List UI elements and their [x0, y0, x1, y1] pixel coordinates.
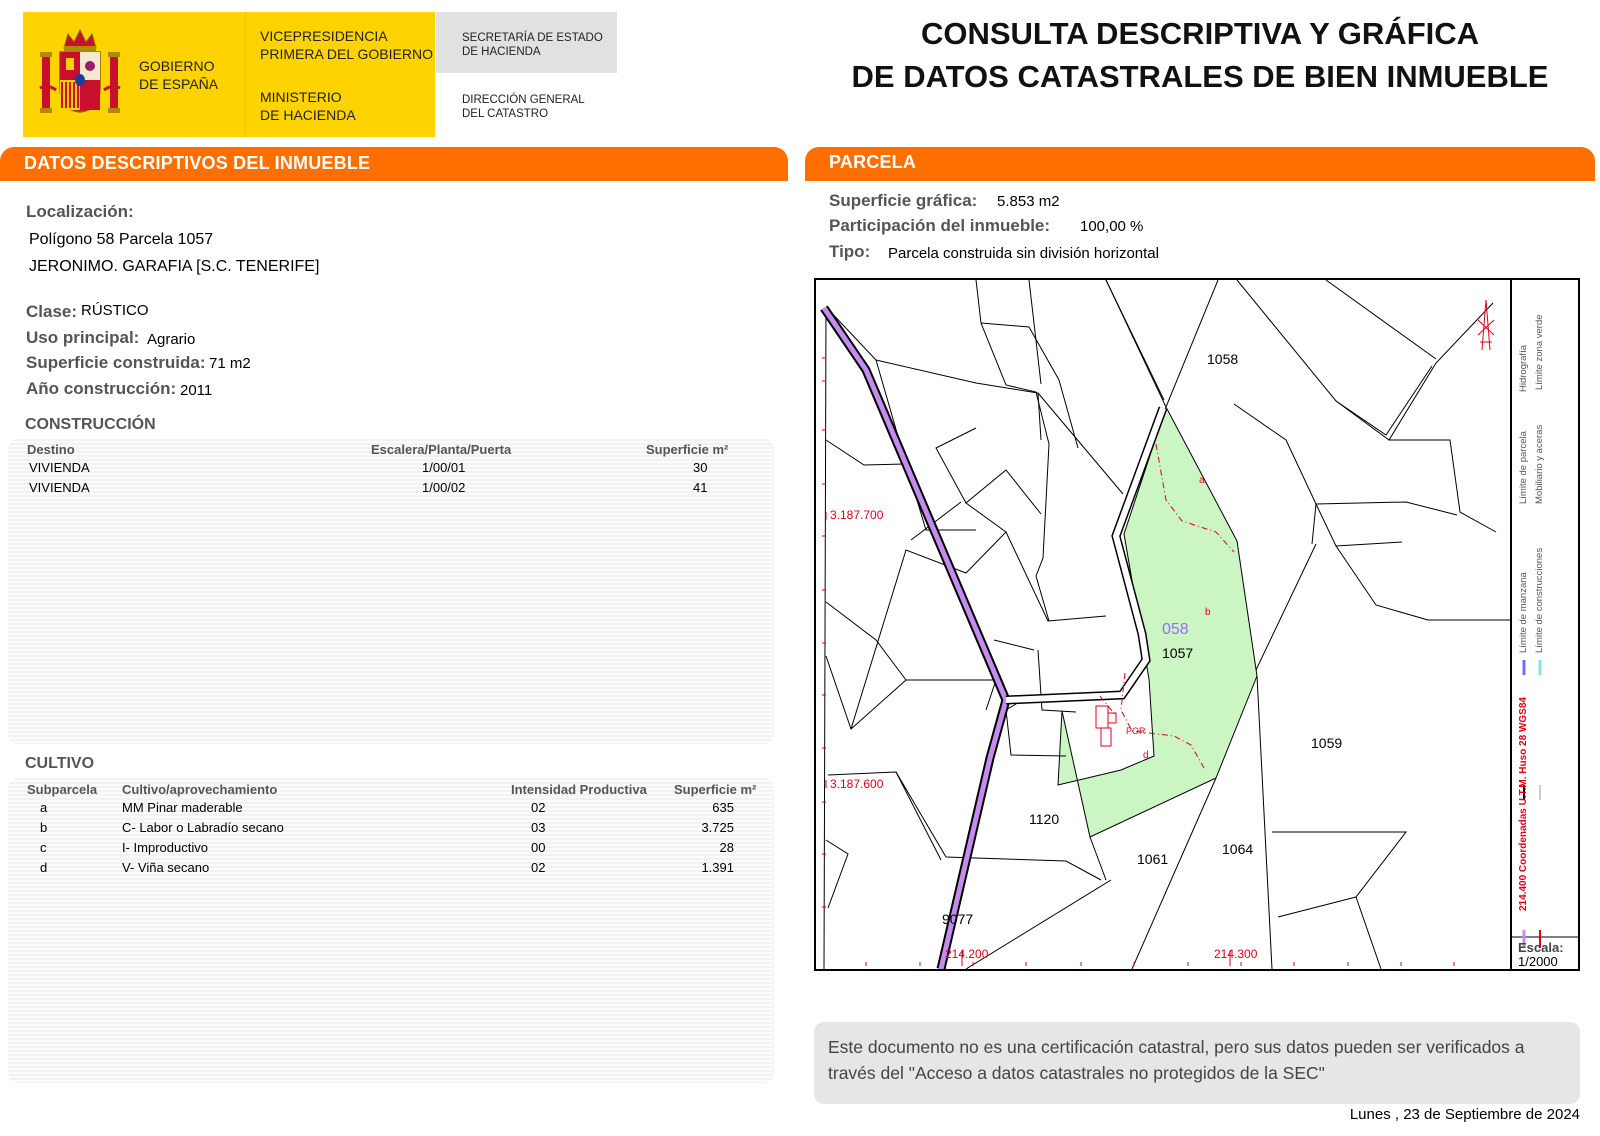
cultivo-row1-cultivo: MM Pinar maderable	[122, 800, 243, 815]
cultivo-row4-cultivo: V- Viña secano	[122, 860, 210, 875]
superficie-grafica-label: Superficie gráfica:	[829, 191, 978, 210]
superficie-construida-label: Superficie construida:	[26, 353, 206, 372]
coord-label-x1: 214.200	[945, 947, 989, 961]
parcel-label-1057: 1057	[1162, 645, 1194, 661]
grid-ticks	[822, 358, 1454, 966]
anio-label: Año construcción:	[26, 379, 177, 398]
tipo-value: Parcela construida sin división horizontal	[888, 245, 1159, 262]
cultivo-header-intensidad: Intensidad Productiva	[511, 782, 647, 797]
vicepresidencia-line1: VICEPRESIDENCIA	[260, 28, 388, 44]
coat-of-arms-icon	[38, 26, 128, 118]
superficie-construida-value: 71 m2	[209, 355, 251, 372]
subparcel-label-b: b	[1205, 607, 1211, 618]
parcel-label-1061: 1061	[1137, 851, 1169, 867]
secretaria-line1: SECRETARÍA DE ESTADO	[462, 32, 603, 44]
parcel-label-1059: 1059	[1311, 735, 1343, 751]
subparcel-label-a: a	[1199, 475, 1205, 486]
datos-section-title: DATOS DESCRIPTIVOS DEL INMUEBLE	[24, 153, 371, 173]
coord-label-y1: 3.187.700	[830, 508, 884, 522]
datos-section-bar	[0, 147, 788, 181]
cultivo-header-cultivo: Cultivo/aprovechamiento	[122, 782, 278, 797]
construction-label-por: POR	[1126, 726, 1146, 736]
construccion-row1-escalera: 1/00/01	[422, 460, 466, 475]
escala-label: Escala:	[1518, 940, 1564, 955]
parcela-section-title: PARCELA	[829, 152, 917, 172]
legend-mobiliario: Mobiliario y aceras	[1534, 424, 1545, 504]
uso-label: Uso principal:	[26, 328, 140, 347]
construccion-header-destino: Destino	[27, 442, 75, 457]
subparcel-label-d: d	[1143, 750, 1149, 761]
clase-label: Clase:	[26, 302, 78, 321]
vicepresidencia-line2: PRIMERA DEL GOBIERNO	[260, 46, 433, 62]
escala-value: 1/2000	[1518, 954, 1558, 969]
parcel-label-1064: 1064	[1222, 841, 1254, 857]
cultivo-title: CULTIVO	[25, 755, 95, 772]
poligono-label-058: 058	[1162, 621, 1189, 638]
cultivo-row3-intensidad: 00	[531, 840, 546, 855]
construccion-header-escalera: Escalera/Planta/Puerta	[371, 442, 512, 457]
construccion-row1-destino: VIVIENDA	[29, 460, 90, 475]
parcela-section-bar	[805, 147, 1595, 181]
cultivo-row4-superficie: 1.391	[701, 860, 734, 875]
legend-parcela: Límite de parcela	[1518, 431, 1529, 504]
disclaimer-text: Este documento no es una certificación catastral, pero sus datos pueden ser verificados a través del "Acceso a datos catastrales no protegidos de la SEC"	[828, 1037, 1525, 1083]
direccion-line1: DIRECCIÓN GENERAL	[462, 94, 585, 106]
cultivo-row2-cultivo: C- Labor o Labradío secano	[122, 820, 284, 835]
construccion-header-superficie: Superficie m²	[646, 442, 729, 457]
localizacion-label: Localización:	[26, 202, 134, 221]
cultivo-row4-intensidad: 02	[531, 860, 546, 875]
parcel-label-1120: 1120	[1029, 811, 1060, 827]
construccion-table	[8, 439, 774, 744]
construccion-row1-superficie: 30	[693, 460, 708, 475]
clase-value: RÚSTICO	[81, 302, 149, 319]
gobierno-line2: DE ESPAÑA	[139, 76, 219, 92]
parcel-label-1058: 1058	[1207, 351, 1239, 367]
cultivo-header-superficie: Superficie m²	[674, 782, 757, 797]
ministerio-line1: MINISTERIO	[260, 89, 342, 105]
tipo-label: Tipo:	[829, 242, 871, 261]
participacion-label: Participación del inmueble:	[829, 216, 1051, 235]
legend-manzana: Límite de manzana	[1518, 572, 1529, 653]
page-title-line1: CONSULTA DESCRIPTIVA Y GRÁFICA	[920, 16, 1480, 51]
cultivo-header-subparcela: Subparcela	[27, 782, 98, 797]
construccion-row2-superficie: 41	[693, 480, 708, 495]
construction-outline	[1096, 706, 1116, 746]
disclaimer-box	[814, 1022, 1580, 1104]
logo-divider	[245, 12, 246, 137]
ministerio-line2: DE HACIENDA	[260, 107, 356, 123]
direccion-line2: DEL CATASTRO	[462, 108, 549, 120]
cultivo-row3-cultivo: I- Improductivo	[122, 840, 208, 855]
cultivo-row1-subparcela: a	[40, 800, 48, 815]
cultivo-row1-superficie: 635	[712, 800, 734, 815]
cultivo-table	[8, 778, 774, 1083]
north-arrow-icon	[1478, 300, 1494, 350]
construccion-row2-escalera: 1/00/02	[422, 480, 466, 495]
legend-coordenadas: 214.400 Coordenadas U.T.M. Huso 28 WGS84	[1518, 697, 1529, 911]
legend-zona-verde: Límite zona verde	[1534, 314, 1545, 390]
cultivo-row3-subparcela: c	[40, 840, 47, 855]
parcel-1057-shape[interactable]	[1058, 407, 1257, 837]
cultivo-row3-superficie: 28	[719, 840, 734, 855]
legend-construcciones: Límite de construcciones	[1534, 547, 1545, 653]
parcel-label-9077: 9077	[942, 911, 974, 927]
localizacion-line2: JERONIMO. GARAFIA [S.C. TENERIFE]	[29, 258, 320, 275]
coord-label-x2: 214.300	[1214, 947, 1258, 961]
superficie-grafica-value: 5.853 m2	[997, 193, 1060, 210]
cultivo-row4-subparcela: d	[40, 860, 48, 875]
cultivo-row2-intensidad: 03	[531, 820, 546, 835]
cultivo-row2-subparcela: b	[40, 820, 48, 835]
cultivo-row1-intensidad: 02	[531, 800, 546, 815]
uso-value: Agrario	[147, 331, 196, 348]
page-title-line2: DE DATOS CATASTRALES DE BIEN INMUEBLE	[851, 59, 1549, 94]
coord-label-y2: 3.187.600	[830, 777, 884, 791]
localizacion-line1: Polígono 58 Parcela 1057	[29, 231, 214, 248]
page-title	[840, 12, 1560, 98]
road-9077	[824, 308, 1006, 969]
cultivo-row2-superficie: 3.725	[701, 820, 734, 835]
secretaria-line2: DE HACIENDA	[462, 46, 541, 58]
construccion-title: CONSTRUCCIÓN	[25, 416, 156, 433]
construccion-row2-destino: VIVIENDA	[29, 480, 90, 495]
cadastral-map[interactable]	[814, 278, 1580, 971]
gobierno-line1: GOBIERNO	[139, 58, 215, 74]
document-date: Lunes , 23 de Septiembre de 2024	[1349, 1106, 1580, 1123]
legend-hidrografia: Hidrografía	[1518, 345, 1529, 392]
participacion-value: 100,00 %	[1080, 218, 1144, 235]
map-drawing	[816, 280, 1578, 969]
anio-value: 2011	[180, 382, 213, 399]
